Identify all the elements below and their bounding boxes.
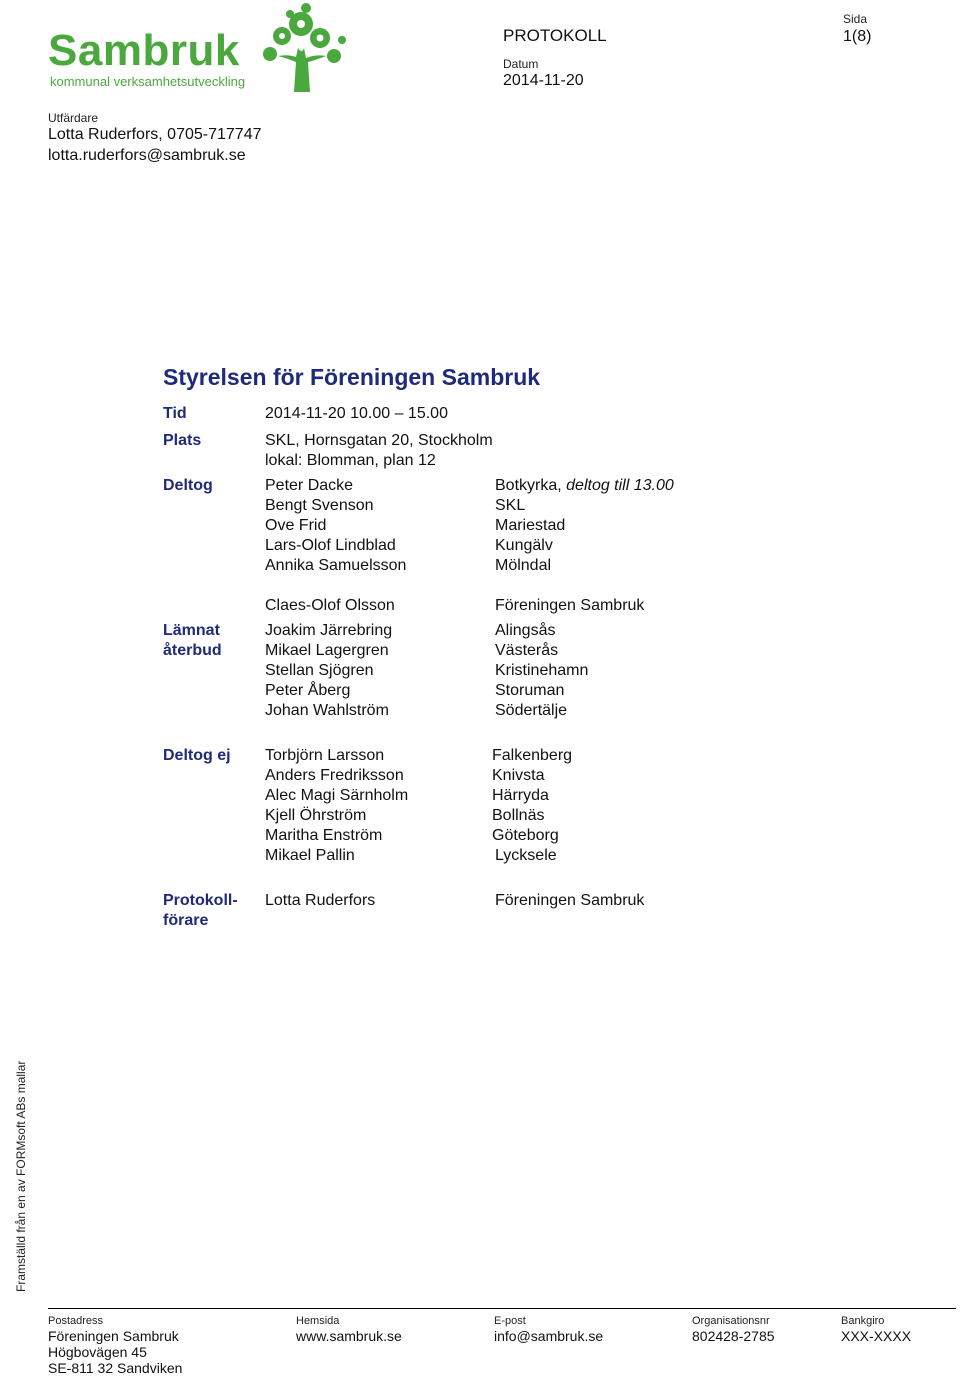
- member-org: Kristinehamn: [495, 662, 589, 679]
- member-name: Joakim Järrebring: [265, 622, 393, 639]
- member-name: Peter Dacke: [265, 477, 354, 494]
- member-name: Anders Fredriksson: [265, 767, 404, 784]
- deltog-ej-label: Deltog ej: [163, 747, 231, 764]
- member-org: SKL: [495, 497, 526, 514]
- member-name: Alec Magi Särnholm: [265, 787, 409, 804]
- member-org: Storuman: [495, 682, 565, 699]
- member-org: Göteborg: [492, 827, 559, 844]
- plats-label: Plats: [163, 432, 202, 449]
- doc-type: PROTOKOLL: [503, 26, 607, 45]
- footer-bankgiro: [841, 1314, 911, 1344]
- template-note: Framställd från en av FORMsoft ABs mallar: [14, 1060, 28, 1292]
- footer-hemsida: [296, 1314, 402, 1344]
- protokollforare-label: Protokoll-: [163, 892, 238, 909]
- member-name: Torbjörn Larsson: [265, 747, 385, 764]
- member-name: Bengt Svenson: [265, 497, 374, 514]
- member-name: Johan Wahlström: [265, 702, 389, 719]
- protokollforare-name: Lotta Ruderfors: [265, 892, 376, 909]
- footer-postadress-label: Postadress: [48, 1315, 104, 1327]
- member-org: Falkenberg: [492, 747, 573, 764]
- list-item: [265, 476, 715, 496]
- member-name: Lars-Olof Lindblad: [265, 537, 396, 554]
- logo-wordmark: Sambruk: [48, 26, 240, 75]
- tid-value: 2014-11-20 10.00 – 15.00: [265, 405, 448, 422]
- member-name: Kjell Öhrström: [265, 807, 367, 824]
- member-name: Peter Åberg: [265, 682, 351, 699]
- member-name: Maritha Enström: [265, 827, 383, 844]
- footer-hemsida-label: Hemsida: [296, 1315, 340, 1327]
- member-name: Ove Frid: [265, 517, 327, 534]
- member-org: Lycksele: [495, 847, 557, 864]
- footer-orgnr: [692, 1314, 775, 1344]
- member-name: Claes-Olof Olsson: [265, 597, 395, 614]
- member-org: Södertälje: [495, 702, 568, 719]
- issuer-label: Utfärdare: [48, 111, 99, 125]
- footer-bankgiro-value: XXX-XXXX: [841, 1328, 912, 1344]
- deltog-list: [265, 476, 715, 614]
- issuer-contact: Lotta Ruderfors, 0705-717747: [48, 126, 262, 143]
- member-org: Härryda: [492, 787, 549, 804]
- member-org: Mölndal: [495, 557, 552, 574]
- footer-postadress-2: Högbovägen 45: [48, 1344, 147, 1360]
- issuer-email: lotta.ruderfors@sambruk.se: [48, 147, 246, 164]
- page-title: Styrelsen för Föreningen Sambruk: [163, 364, 541, 390]
- member-name: Annika Samuelsson: [265, 557, 407, 574]
- tree-gears-icon: [246, 2, 356, 94]
- page-label: Sida: [843, 12, 868, 26]
- member-name: Stellan Sjögren: [265, 662, 374, 679]
- footer-postadress-1: Föreningen Sambruk: [48, 1328, 179, 1344]
- member-org: Mariestad: [495, 517, 566, 534]
- member-org: Alingsås: [495, 622, 556, 639]
- footer-postadress: [48, 1314, 182, 1376]
- member-name: Mikael Lagergren: [265, 642, 389, 659]
- member-note: deltog till 13.00: [566, 477, 674, 494]
- member-org: Föreningen Sambruk: [495, 597, 645, 614]
- plats-address: SKL, Hornsgatan 20, Stockholm: [265, 432, 493, 449]
- member-org: Västerås: [495, 642, 559, 659]
- lamnat-label-2: återbud: [163, 642, 222, 659]
- protokollforare-org: Föreningen Sambruk: [495, 892, 645, 909]
- date-value: 2014-11-20: [503, 72, 584, 89]
- footer-epost: [494, 1314, 603, 1344]
- page-value: 1(8): [843, 28, 872, 45]
- footer-divider: [48, 1308, 956, 1309]
- footer-orgnr-value: 802428-2785: [692, 1328, 775, 1344]
- footer-bankgiro-label: Bankgiro: [841, 1315, 885, 1327]
- member-org: Knivsta: [492, 767, 545, 784]
- protokollforare-label-2: förare: [163, 912, 209, 929]
- member-name: Mikael Pallin: [265, 847, 355, 864]
- member-org: Botkyrka, deltog till 13.00: [495, 477, 674, 494]
- member-org: Bollnäs: [492, 807, 545, 824]
- deltog-label: Deltog: [163, 477, 213, 494]
- lamnat-label: Lämnat: [163, 622, 220, 639]
- tid-label: Tid: [163, 405, 187, 422]
- footer-epost-link[interactable]: info@sambruk.se: [494, 1328, 604, 1344]
- member-org: Kungälv: [495, 537, 553, 554]
- footer-postadress-3: SE-811 32 Sandviken: [48, 1360, 183, 1376]
- logo: [48, 10, 348, 95]
- footer-epost-label: E-post: [494, 1315, 526, 1327]
- plats-room: lokal: Blomman, plan 12: [265, 452, 436, 469]
- footer-orgnr-label: Organisationsnr: [692, 1315, 770, 1327]
- logo-tagline: kommunal verksamhetsutveckling: [50, 74, 246, 89]
- footer-hemsida-link[interactable]: www.sambruk.se: [296, 1328, 402, 1344]
- date-label: Datum: [503, 57, 539, 71]
